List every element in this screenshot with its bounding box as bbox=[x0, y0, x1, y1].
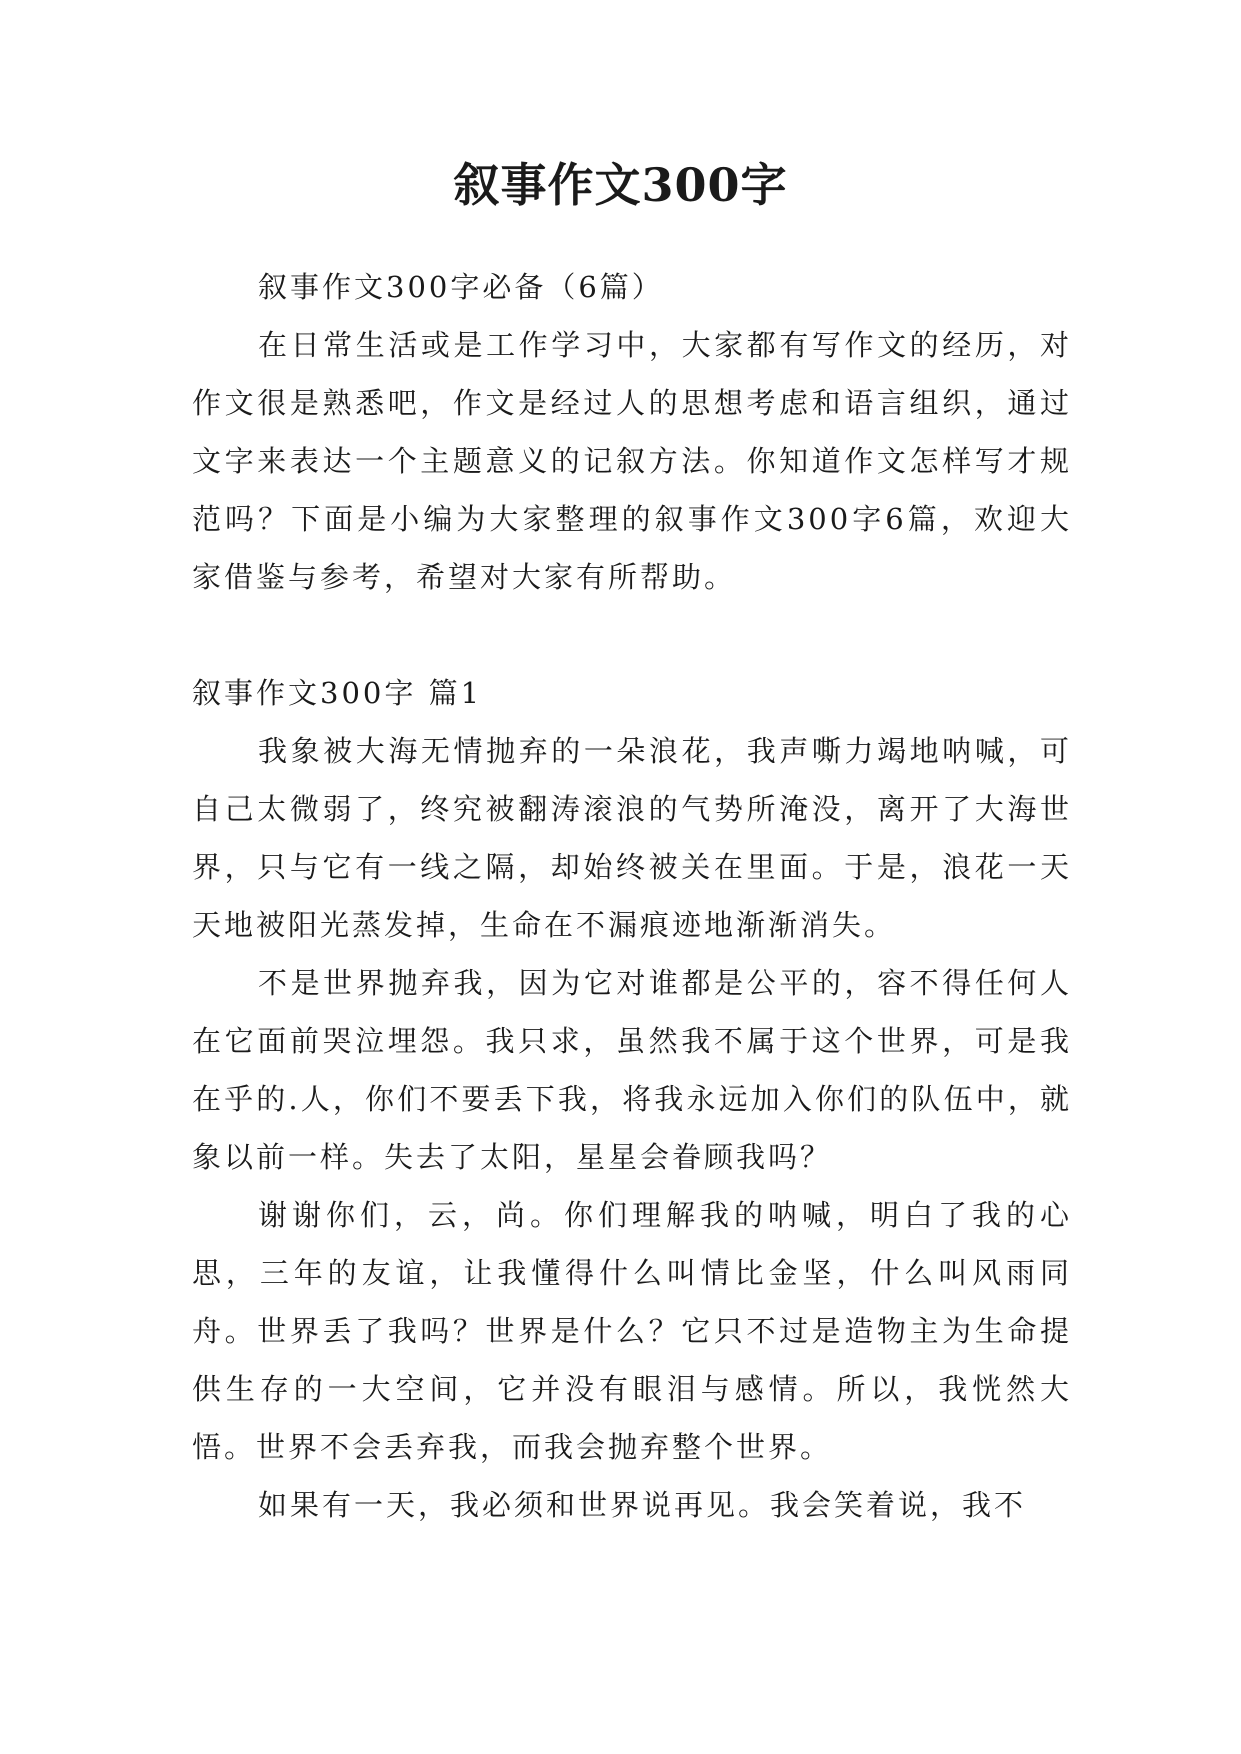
body-paragraph: 我象被大海无情抛弃的一朵浪花，我声嘶力竭地呐喊，可自己太微弱了，终究被翻涛滚浪的气势所淹没，离开了大海世界，只与它有一线之隔，却始终被关在里面。于是，浪花一天天地被阳光蒸发掉，生命在不漏痕迹地渐渐消失。 bbox=[192, 734, 1072, 942]
body-paragraph: 谢谢你们，云，尚。你们理解我的呐喊，明白了我的心思，三年的友谊，让我懂得什么叫情比金坚，什么叫风雨同舟。世界丢了我吗？世界是什么？它只不过是造物主为生命提供生存的一大空间，它并没有眼泪与感情。所以，我恍然大悟。世界不会丢弃我，而我会抛弃整个世界。 bbox=[192, 1198, 1072, 1464]
body-paragraph: 如果有一天，我必须和世界说再见。我会笑着说，我不 bbox=[258, 1488, 1027, 1522]
paragraph-gap bbox=[192, 606, 1072, 664]
body-paragraph: 不是世界抛弃我，因为它对谁都是公平的，容不得任何人在它面前哭泣埋怨。我只求，虽然我不属于这个世界，可是我在乎的.人，你们不要丢下我，将我永远加入你们的队伍中，就象以前一样。失去了太阳，星星会眷顾我吗？ bbox=[192, 966, 1072, 1174]
section-heading: 叙事作文300字 篇1 bbox=[192, 676, 483, 710]
document-subtitle: 叙事作文300字必备（6篇） bbox=[258, 270, 664, 304]
intro-paragraph: 在日常生活或是工作学习中，大家都有写作文的经历，对作文很是熟悉吧，作文是经过人的思想考虑和语言组织，通过文字来表达一个主题意义的记叙方法。你知道作文怎样写才规范吗？下面是小编为大家整理的叙事作文300字6篇，欢迎大家借鉴与参考，希望对大家有所帮助。 bbox=[192, 328, 1072, 594]
document-body bbox=[192, 258, 1072, 1534]
page-title: 叙事作文300字 bbox=[453, 158, 788, 212]
